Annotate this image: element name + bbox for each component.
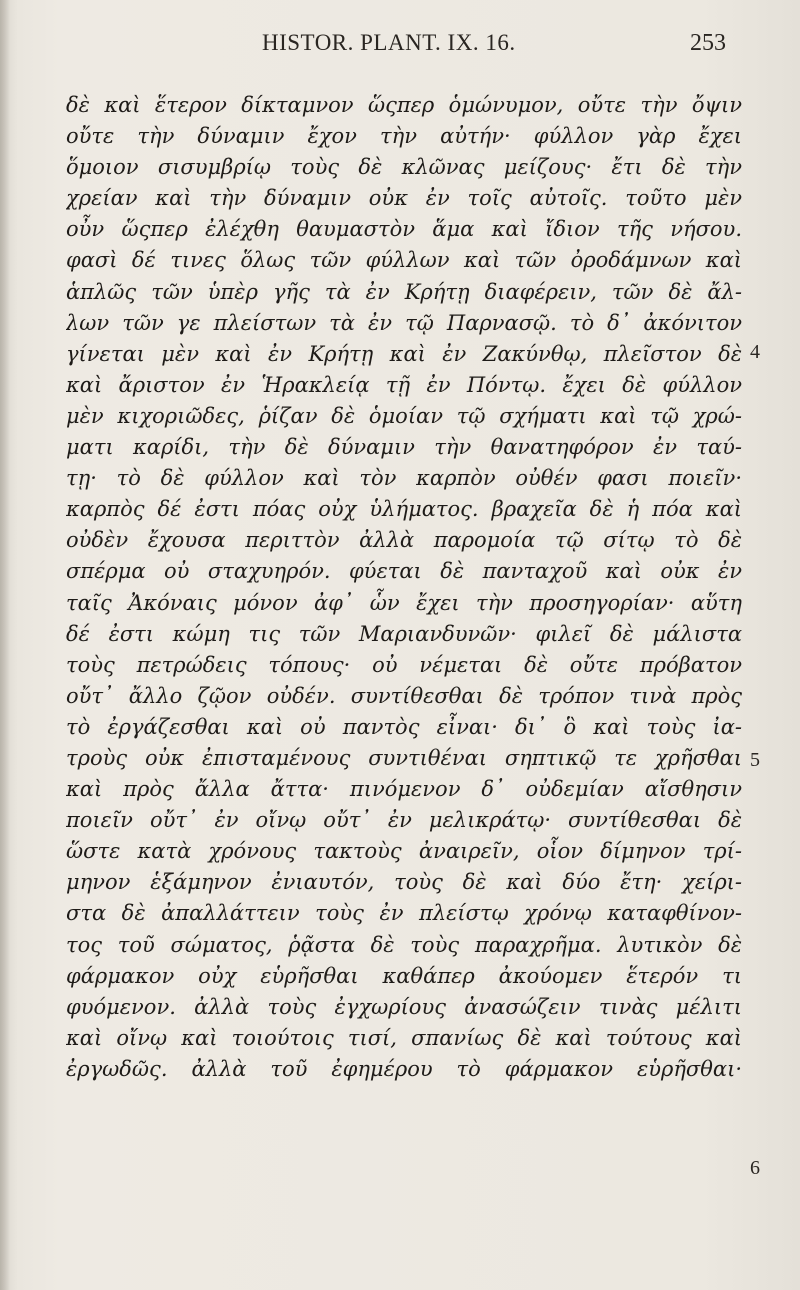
greek-text-block — [66, 90, 742, 1085]
text-line: φάρμακον οὐχ εὑρῆσθαι καθάπερ ἀκούομεν ἕτερόν τι — [66, 963, 742, 988]
text-line: οὖν ὥςπερ ἐλέχθη θαυμαστὸν ἅμα καὶ ἴδιον τῆς νήσου. — [66, 217, 742, 242]
text-line: ὥστε κατὰ χρόνους τακτοὺς ἀναιρεῖν, οἷον δίμηνον τρί- — [66, 839, 742, 864]
text-line: μὲν κιχοριῶδες, ῥίζαν δὲ ὁμοίαν τῷ σχήματι καὶ τῷ χρώ- — [66, 403, 742, 428]
margin-section-number: 4 — [750, 341, 760, 363]
text-line: τῃ· τὸ δὲ φύλλον καὶ τὸν καρπὸν οὐθέν φασι ποιεῖν· — [66, 466, 742, 491]
text-line: γίνεται μὲν καὶ ἐν Κρήτῃ καὶ ἐν Ζακύνθῳ, πλεῖστον δὲ — [66, 341, 742, 366]
text-line: ματι καρίδι, τὴν δὲ δύναμιν τὴν θανατηφόρον ἐν ταύ- — [66, 435, 742, 460]
text-line: μηνον ἑξάμηνον ἐνιαυτόν, τοὺς δὲ καὶ δύο ἔτη· χείρι- — [66, 870, 742, 895]
text-line: καὶ οἴνῳ καὶ τοιούτοις τισί, σπανίως δὲ καὶ τούτους καὶ — [66, 1025, 742, 1050]
text-line: καὶ ἄριστον ἐν Ἡρακλείᾳ τῇ ἐν Πόντῳ. ἔχει δὲ φύλλον — [66, 372, 742, 397]
text-line: τὸ ἐργάζεσθαι καὶ οὐ παντὸς εἶναι· δι᾽ ὃ καὶ τοὺς ἰα- — [66, 714, 742, 739]
text-line: οὔτε τὴν δύναμιν ἔχον τὴν αὐτήν· φύλλον γὰρ ἔχει — [66, 124, 742, 149]
text-line: ταῖς Ἀκόναις μόνον ἀφ᾽ ὧν ἔχει τὴν προσηγορίαν· αὕτη — [66, 590, 742, 615]
text-line: σπέρμα οὐ σταχυηρόν. φύεται δὲ πανταχοῦ καὶ οὐκ ἐν — [66, 559, 742, 584]
text-line: τος τοῦ σώματος, ῥᾷστα δὲ τοὺς παραχρῆμα. λυτικὸν δὲ — [66, 932, 742, 957]
text-line: καρπὸς δέ ἐστι πόας οὐχ ὑλήματος. βραχεῖα δὲ ἡ πόα καὶ — [66, 497, 742, 522]
text-line: δὲ καὶ ἕτερον δίκταμνον ὥςπερ ὁμώνυμον, οὔτε τὴν ὄψιν — [66, 93, 742, 117]
gutter-shadow — [0, 0, 10, 1290]
running-head: HISTOR. PLANT. IX. 16. — [262, 30, 516, 55]
text-line: οὔτ᾽ ἄλλο ζῷον οὐδέν. συντίθεσθαι δὲ τρόπον τινὰ πρὸς — [66, 683, 742, 708]
text-line: φασὶ δέ τινες ὅλως τῶν φύλλων καὶ τῶν ὀροδάμνων καὶ — [66, 248, 742, 273]
text-line: δέ ἐστι κώμη τις τῶν Μαριανδυνῶν· φιλεῖ δὲ μάλιστα — [66, 621, 742, 646]
text-line: στα δὲ ἀπαλλάττειν τοὺς ἐν πλείστῳ χρόνῳ καταφθίνον- — [66, 901, 742, 926]
text-line: τοὺς πετρώδεις τόπους· οὐ νέμεται δὲ οὔτε πρόβατον — [66, 652, 742, 677]
text-line: ὅμοιον σισυμβρίῳ τοὺς δὲ κλῶνας μείζους· ἔτι δὲ τὴν — [66, 155, 742, 180]
text-line: φυόμενον. ἀλλὰ τοὺς ἐγχωρίους ἀνασώζειν τινὰς μέλιτι — [66, 994, 742, 1019]
text-line: καὶ πρὸς ἄλλα ἄττα· πινόμενον δ᾽ οὐδεμίαν αἴσθησιν — [66, 777, 742, 802]
text-line: οὐδὲν ἔχουσα περιττὸν ἀλλὰ παρομοία τῷ σίτῳ τὸ δὲ — [66, 528, 742, 553]
margin-section-number: 6 — [750, 1157, 760, 1179]
text-line: ἐργωδῶς. ἀλλὰ τοῦ ἐφημέρου τὸ φάρμακον εὑρῆσθαι· — [66, 1056, 742, 1081]
text-line: λων τῶν γε πλείστων τὰ ἐν τῷ Παρνασῷ. τὸ δ᾽ ἀκόνιτον — [66, 310, 742, 335]
text-line: τροὺς οὐκ ἐπισταμένους συντιθέναι σηπτικῷ τε χρῆσθαι — [66, 745, 742, 770]
page-number: 253 — [690, 30, 726, 56]
text-line: χρείαν καὶ τὴν δύναμιν οὐκ ἐν τοῖς αὐτοῖς. τοῦτο μὲν — [66, 186, 742, 211]
text-line: ἁπλῶς τῶν ὑπὲρ γῆς τὰ ἐν Κρήτῃ διαφέρειν, τῶν δὲ ἄλ- — [66, 279, 742, 304]
text-line: ποιεῖν οὔτ᾽ ἐν οἴνῳ οὔτ᾽ ἐν μελικράτῳ· συντίθεσθαι δὲ — [66, 808, 742, 833]
page-header — [0, 26, 800, 66]
margin-section-number: 5 — [750, 749, 760, 771]
